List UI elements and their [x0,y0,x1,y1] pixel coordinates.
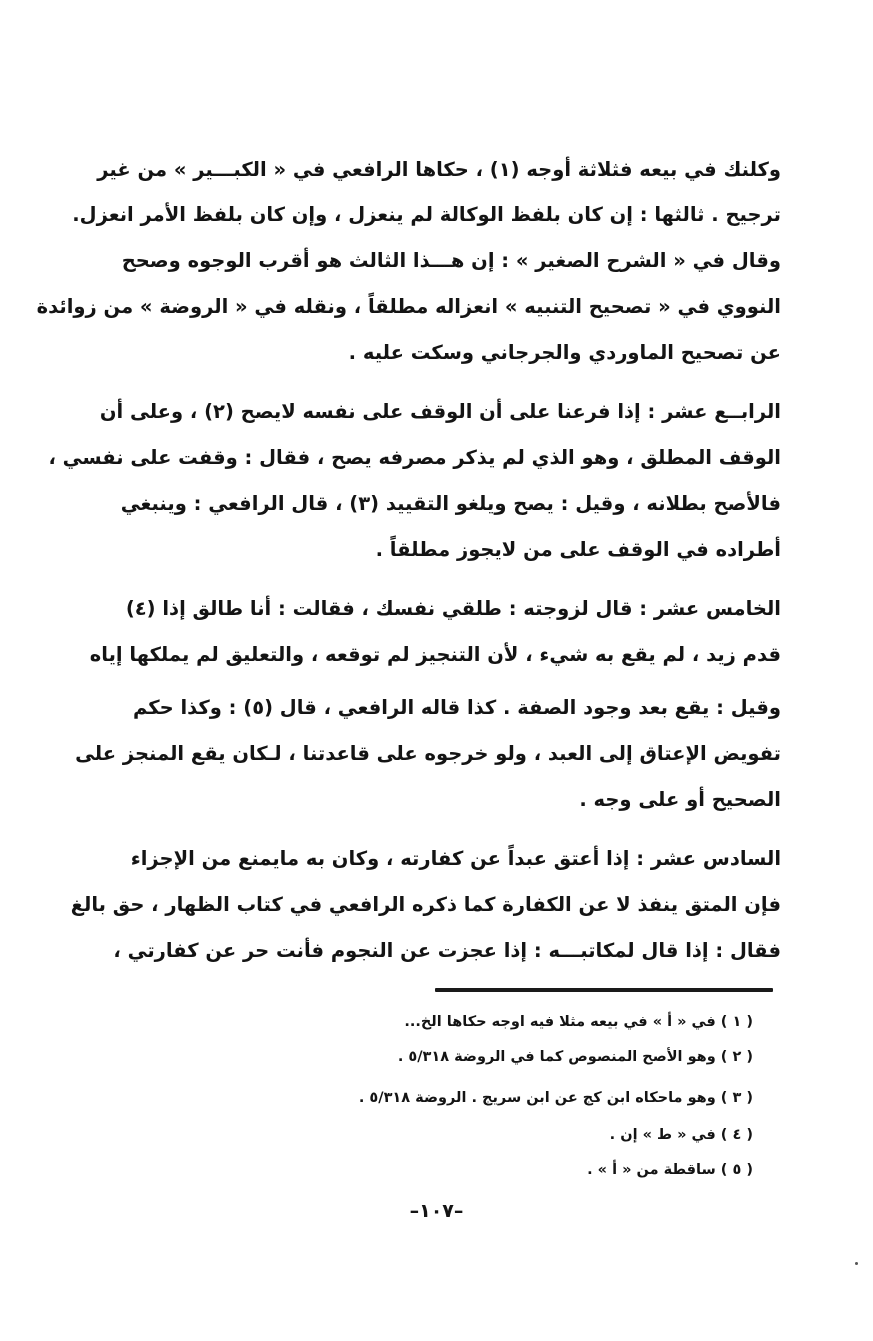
body-line: الصحيح أو على وجه . [579,788,781,811]
body-line: وقيل : يقع بعد وجود الصفة . كذا قاله الرافعي ، قال (٥) : وكذا حكم [133,696,781,719]
body-line: فقال : إذا قال لمكاتبـــه : إذا عجزت عن النجوم فأنت حر عن كفارتي ، [113,939,781,962]
footnote: ( ٢ ) وهو الأصح المنصوص كما في الروضة ٥/٣١٨ . [397,1049,753,1065]
page-number: –١٠٧– [409,1200,464,1222]
footnote-separator [435,988,773,992]
body-line: السادس عشر : إذا أعتق عبداً عن كفارته ، وكان به مايمنع من الإجزاء [130,847,781,870]
body-line: وكلنك في بيعه فثلاثة أوجه (١) ، حكاها الرافعي في « الكبـــير » من غير [97,158,781,181]
body-line: ترجيح . ثالثها : إن كان بلفظ الوكالة لم ينعزل ، وإن كان بلفظ الأمر انعزل. [72,203,781,226]
body-line: الرابــع عشر : إذا فرعنا على أن الوقف على نفسه لايصح (٢) ، وعلى أن [99,400,781,423]
footnote: ( ٤ ) في « ط » إن . [609,1127,753,1143]
body-line: فإن المتق ينفذ لا عن الكفارة كما ذكره الرافعي في كتاب الظهار ، حق بالغ [70,893,781,916]
body-line: عن تصحيح الماوردي والجرجاني وسكت عليه . [348,341,781,364]
body-line: وقال في « الشرح الصغير » : إن هـــذا الثالث هو أقرب الوجوه وصحح [121,249,781,272]
footnote: ( ٥ ) ساقطة من « أ » . [587,1162,753,1178]
footnote: ( ٣ ) وهو ماحكاه ابن كج عن ابن سريج . الروضة ٥/٣١٨ . [358,1090,753,1106]
body-line: قدم زيد ، لم يقع به شيء ، لأن التنجيز لم توقعه ، والتعليق لم يملكها إياه [89,643,781,666]
body-line: الوقف المطلق ، وهو الذي لم يذكر مصرفه يصح ، فقال : وقفت على نفسي ، [48,446,781,469]
body-line: النووي في « تصحيح التنبيه » انعزاله مطلقاً ، ونقله في « الروضة » من زوائدة [36,295,781,318]
footnote: ( ١ ) في « أ » في بيعه مثلا فيه اوجه حكاها الخ... [404,1014,753,1030]
scan-speck [855,1262,858,1265]
body-line: أطراده في الوقف على من لايجوز مطلقاً . [375,538,781,561]
body-line: تفويض الإعتاق إلى العبد ، ولو خرجوه على قاعدتنا ، لـكان يقع المنجز على [75,742,781,765]
body-line: الخامس عشر : قال لزوجته : طلقي نفسك ، فقالت : أنا طالق إذا (٤) [125,597,781,620]
body-line: فالأصح بطلانه ، وقيل : يصح ويلغو التقييد (٣) ، قال الرافعي : وينبغي [120,492,781,515]
